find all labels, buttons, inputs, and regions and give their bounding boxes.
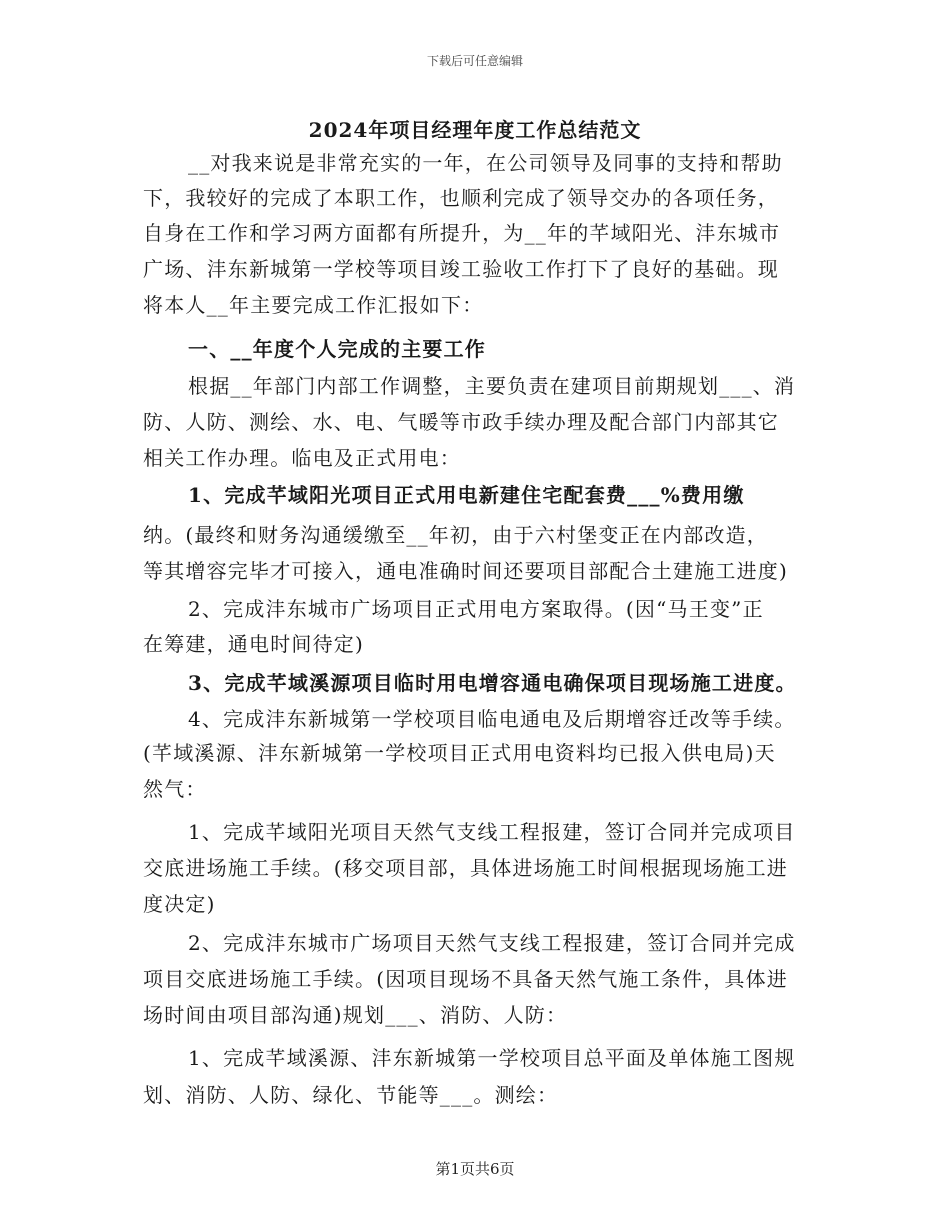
document-title: 2024年项目经理年度工作总结范文 xyxy=(308,118,642,142)
body-line: 4、完成沣东新城第一学校项目临电通电及后期增容迁改等手续。 xyxy=(188,707,796,731)
body-line: 纳。(最终和财务沟通缓缴至__年初，由于六村堡变正在内部改造， xyxy=(143,523,769,547)
body-line: 等其增容完毕才可接入，通电准确时间还要项目部配合土建施工进度) xyxy=(143,559,789,583)
body-line: 防、人防、测绘、水、电、气暖等市政手续办理及配合部门内部其它 xyxy=(143,410,779,434)
body-line: 根据__年部门内部工作调整，主要负责在建项目前期规划___、消 xyxy=(188,374,796,398)
body-line: 下，我较好的完成了本职工作，也顺利完成了领导交办的各项任务， xyxy=(143,186,779,210)
body-line: 交底进场施工手续。(移交项目部，具体进场施工时间根据现场施工进 xyxy=(143,856,789,880)
body-line: 相关工作办理。临电及正式用电： xyxy=(143,446,461,470)
body-line: 划、消防、人防、绿化、节能等___。测绘： xyxy=(143,1083,559,1107)
body-line: 广场、沣东新城第一学校等项目竣工验收工作打下了良好的基础。现 xyxy=(143,257,779,281)
body-line: 1、完成芊域阳光项目天然气支线工程报建，签订合同并完成项目 xyxy=(188,820,796,844)
body-line: (芊域溪源、沣东新城第一学校项目正式用电资料均已报入供电局)天 xyxy=(143,741,776,765)
page-header: 下载后可任意编辑 xyxy=(426,54,523,68)
body-line: 2、完成沣东城市广场项目正式用电方案取得。(因“马王变”正 xyxy=(188,597,764,621)
page-footer: 第1页共6页 xyxy=(435,1160,515,1178)
body-line: 在筹建，通电时间待定) xyxy=(143,632,365,656)
body-line: 将本人__年主要完成工作汇报如下： xyxy=(143,293,484,317)
body-line: __对我来说是非常充实的一年，在公司领导及同事的支持和帮助 xyxy=(188,151,783,175)
body-line: 度决定) xyxy=(143,892,216,916)
body-line: 1、完成芊域阳光项目正式用电新建住宅配套费___%费用缴 xyxy=(188,483,745,507)
body-line: 然气： xyxy=(143,777,207,801)
body-line: 场时间由项目部沟通)规划___、消防、人防： xyxy=(143,1003,568,1027)
body-line: 项目交底进场施工手续。(因项目现场不具备天然气施工条件，具体进 xyxy=(143,967,789,991)
body-line: 3、完成芊域溪源项目临时用电增容通电确保项目现场施工进度。 xyxy=(188,671,797,695)
section-heading: 一、__年度个人完成的主要工作 xyxy=(188,337,486,361)
body-line: 2、完成沣东城市广场项目天然气支线工程报建，签订合同并完成 xyxy=(188,931,796,955)
body-line: 自身在工作和学习两方面都有所提升，为__年的芊域阳光、沣东城市 xyxy=(143,221,781,245)
body-line: 1、完成芊域溪源、沣东新城第一学校项目总平面及单体施工图规 xyxy=(188,1046,796,1070)
